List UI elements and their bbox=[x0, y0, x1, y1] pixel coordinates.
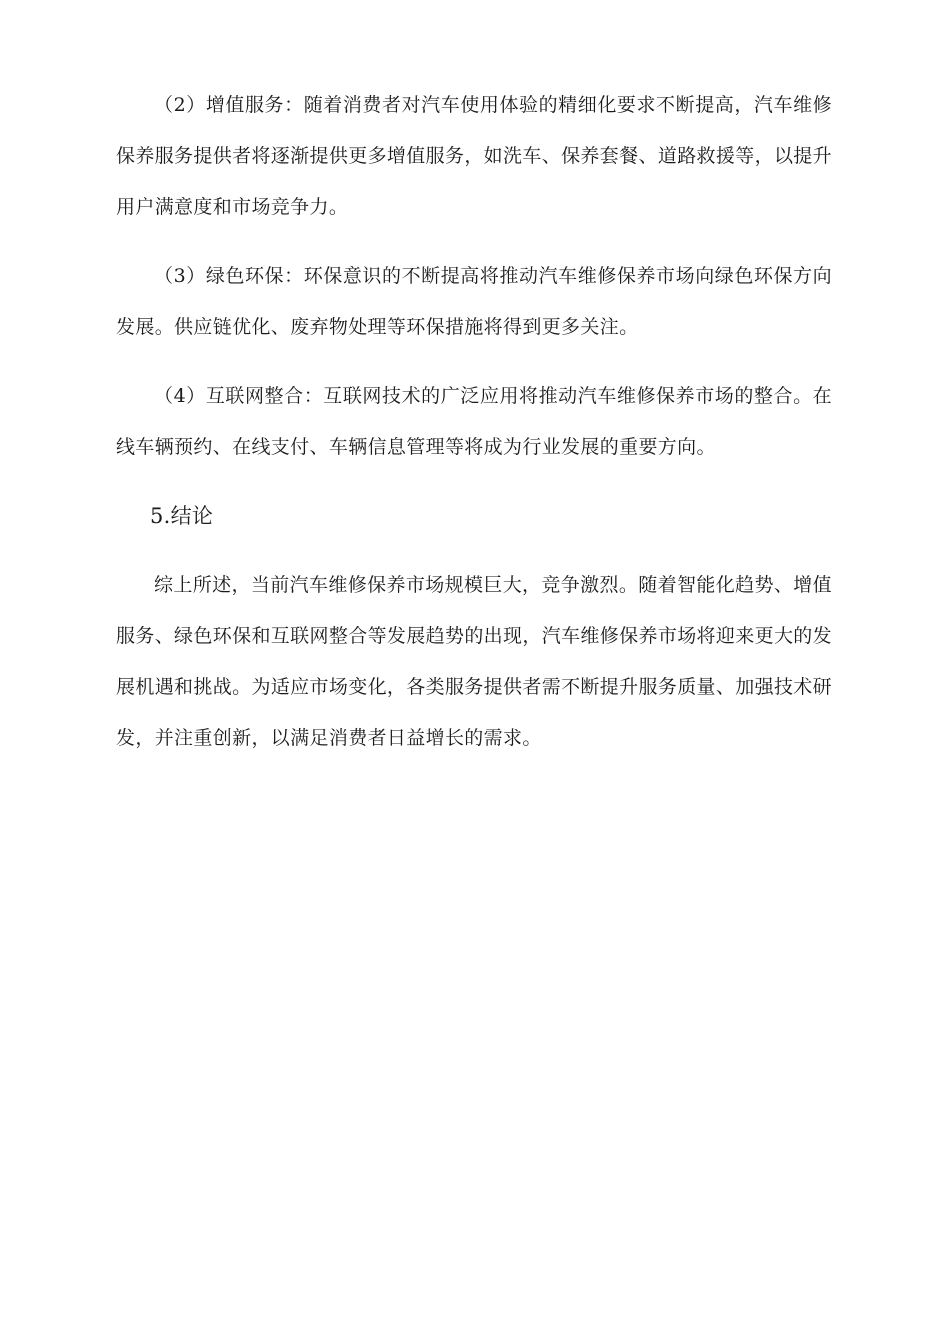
paragraph-gap bbox=[116, 233, 832, 251]
paragraph-gap bbox=[116, 542, 832, 560]
paragraph-value-added-services: （2）增值服务：随着消费者对汽车使用体验的精细化要求不断提高，汽车维修保养服务提供者将逐渐提供更多增值服务，如洗车、保养套餐、道路救援等，以提升用户满意度和市场竞争力。 bbox=[116, 94, 832, 218]
section-heading-conclusion: 5.结论 bbox=[150, 504, 214, 528]
paragraph-green-environmental: （3）绿色环保：环保意识的不断提高将推动汽车维修保养市场向绿色环保方向发展。供应链优化、废弃物处理等环保措施将得到更多关注。 bbox=[116, 265, 832, 338]
paragraph-gap bbox=[116, 473, 832, 491]
paragraph-conclusion: 综上所述，当前汽车维修保养市场规模巨大，竞争激烈。随着智能化趋势、增值服务、绿色环保和互联网整合等发展趋势的出现，汽车维修保养市场将迎来更大的发展机遇和挑战。为适应市场变化，各类服务提供者需不断提升服务质量、加强技术研发，并注重创新，以满足消费者日益增长的需求。 bbox=[116, 574, 832, 749]
document-body bbox=[116, 80, 832, 764]
paragraph-internet-integration: （4）互联网整合：互联网技术的广泛应用将推动汽车维修保养市场的整合。在线车辆预约、在线支付、车辆信息管理等将成为行业发展的重要方向。 bbox=[116, 385, 832, 458]
paragraph-gap bbox=[116, 353, 832, 371]
